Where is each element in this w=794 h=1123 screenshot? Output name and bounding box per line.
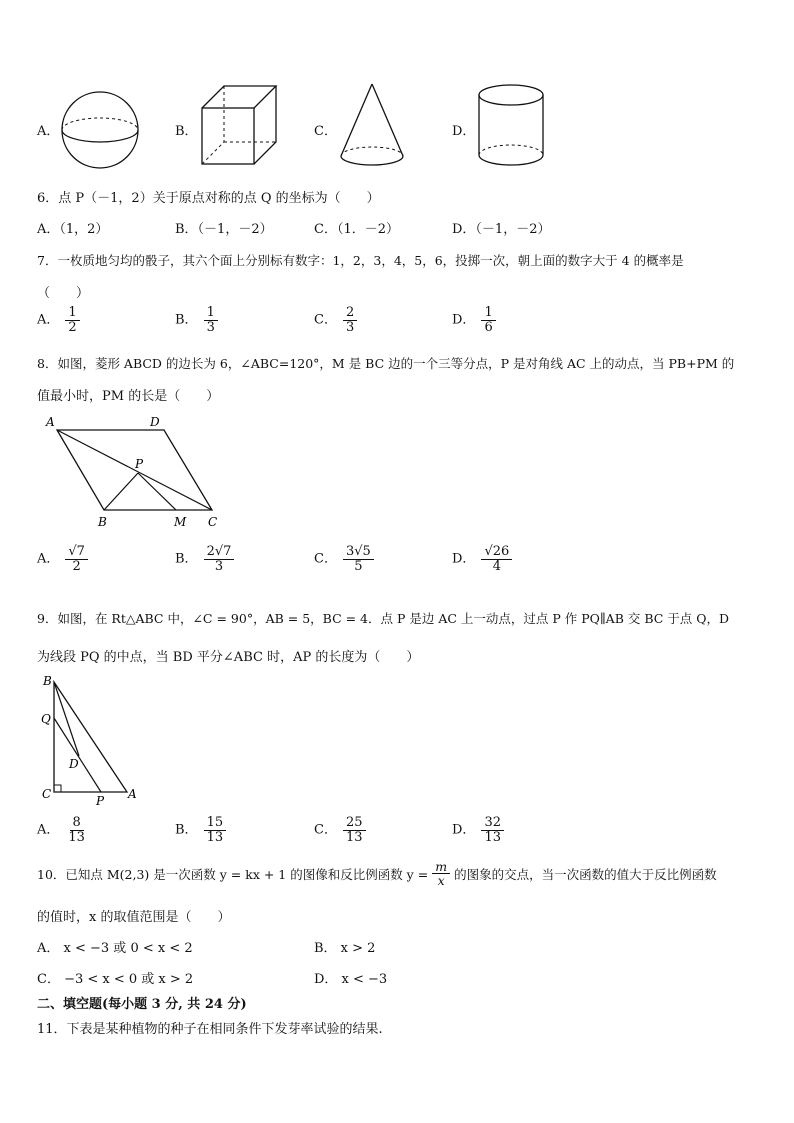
q5-option-c-label: C． — [314, 124, 337, 139]
q10-option-b: B． x > 2 — [314, 941, 376, 956]
label-a: A — [128, 787, 137, 801]
rhombus-figure — [40, 412, 230, 534]
q10-stem-part2: 的图象的交点，当一次函数的值大于反比例函数 — [454, 866, 717, 882]
label-c: C — [208, 515, 218, 529]
q7-option-b: B． $\frac{1}{3}$ — [175, 306, 218, 334]
q9-stem-line1: 9．如图，在 Rt△ABC 中，∠C = 90°，AB = 5，BC = 4．点 P 是边 AC 上一动点，过点 P 作 PQ∥AB 交 BC 于点 Q，D — [37, 611, 730, 626]
label-p: P — [96, 794, 105, 808]
q10-stem-line2: 的值时，x 的取值范围是（ ） — [37, 910, 231, 925]
q9-c-den: 13 — [345, 829, 363, 845]
q7-option-c: C． $\frac{2}{3}$ — [314, 306, 357, 334]
q7-option-d: D． $\frac{1}{6}$ — [452, 306, 496, 334]
cube-icon — [198, 84, 282, 168]
q8-b-den: 3 — [214, 558, 224, 574]
q8-option-b: B． $\frac{2√7}{3}$ — [175, 545, 234, 573]
q9-b-den: 13 — [206, 829, 224, 845]
q6-option-d: D．（－1，－2） — [452, 222, 551, 237]
label-p: P — [135, 457, 144, 471]
q6-stem: 6．点 P（－1，2）关于原点对称的点 Q 的坐标为（ ） — [37, 191, 380, 206]
label-q: Q — [41, 712, 51, 726]
label-b: B — [43, 674, 52, 688]
right-triangle-figure — [38, 672, 148, 812]
label-c: C — [42, 787, 52, 801]
q7-c-num: 2 — [343, 306, 357, 321]
q9-option-d: D． $\frac{32}{13}$ — [452, 816, 504, 844]
q8-option-d: D． $\frac{√26}{4}$ — [452, 545, 512, 573]
q7-stem-line2: （ ） — [37, 286, 90, 301]
q8-stem-line1: 8．如图，菱形 ABCD 的边长为 6，∠ABC=120°，M 是 BC 边的一个三等分点，P 是对角线 AC 上的动点，当 PB+PM 的 — [37, 356, 735, 371]
sphere-icon — [60, 90, 142, 172]
q8-c-den: 5 — [354, 558, 363, 574]
q9-a-den: 13 — [68, 829, 85, 845]
q9-c-num: 25 — [343, 816, 366, 831]
q8-stem-line2: 值最小时，PM 的长是（ ） — [37, 389, 220, 404]
q9-d-den: 13 — [484, 829, 501, 845]
q9-option-c: C． $\frac{25}{13}$ — [314, 816, 366, 844]
q9-option-a: A． $\frac{8}{13}$ — [37, 816, 88, 844]
q10-frac-den: x — [437, 873, 445, 889]
q8-a-den: 2 — [72, 558, 81, 574]
cone-icon — [337, 82, 409, 172]
label-b: B — [98, 515, 107, 529]
q8-d-num: √26 — [481, 545, 512, 560]
q10-option-a: A． x < −3 或 0 < x < 2 — [37, 941, 193, 956]
label-a: A — [46, 415, 55, 429]
q5-option-b-label: B． — [175, 124, 198, 139]
q5-option-d-label: D． — [452, 124, 476, 139]
q8-a-num: √7 — [65, 545, 88, 560]
q9-stem-line2: 为线段 PQ 的中点，当 BD 平分∠ABC 时，AP 的长度为（ ） — [37, 650, 420, 665]
q9-option-b: B． $\frac{15}{13}$ — [175, 816, 226, 844]
q7-d-den: 6 — [484, 319, 493, 335]
q9-a-num: 8 — [70, 816, 84, 831]
q7-d-num: 1 — [481, 306, 495, 321]
q8-c-num: 3√5 — [343, 545, 374, 560]
label-d: D — [69, 757, 79, 771]
label-d: D — [150, 415, 160, 429]
q7-option-a: A． $\frac{1}{2}$ — [37, 306, 80, 334]
q8-d-den: 4 — [492, 558, 501, 574]
q6-option-c: C．（1．－2） — [314, 222, 399, 237]
q10-stem-line1 — [37, 860, 717, 887]
label-m: M — [174, 515, 187, 529]
q5-option-a-label: A． — [37, 124, 60, 139]
q8-option-a: A． $\frac{√7}{2}$ — [37, 545, 88, 573]
q10-option-d: D． x < −3 — [314, 972, 388, 987]
q8-option-c: C． $\frac{3√5}{5}$ — [314, 545, 374, 573]
q9-d-num: 32 — [481, 816, 504, 831]
q10-option-c: C． −3 < x < 0 或 x > 2 — [37, 972, 194, 987]
q7-a-den: 2 — [68, 319, 77, 335]
q7-b-num: 1 — [204, 306, 218, 321]
q7-b-den: 3 — [206, 319, 215, 335]
q6-option-b: B．（－1，－2） — [175, 222, 273, 237]
q10-stem-part1: 10．已知点 M(2,3) 是一次函数 y = kx + 1 的图像和反比例函数 y = — [37, 866, 429, 882]
q7-stem-line1: 7．一枚质地匀均的骰子，其六个面上分别标有数字：1，2，3，4，5，6，投掷一次，朝上面的数字大于 4 的概率是 — [37, 253, 684, 268]
q9-b-num: 15 — [204, 816, 227, 831]
cylinder-icon — [475, 82, 549, 172]
q7-c-den: 3 — [345, 319, 355, 335]
section-title: 二、填空题(每小题 3 分, 共 24 分) — [37, 997, 247, 1012]
q10-frac-num: m — [432, 860, 450, 874]
q11-stem: 11．下表是某种植物的种子在相同条件下发芽率试验的结果. — [37, 1022, 383, 1037]
q6-option-a: A．（1，2） — [37, 222, 109, 237]
q7-a-num: 1 — [65, 306, 79, 321]
q8-b-num: 2√7 — [204, 545, 235, 560]
